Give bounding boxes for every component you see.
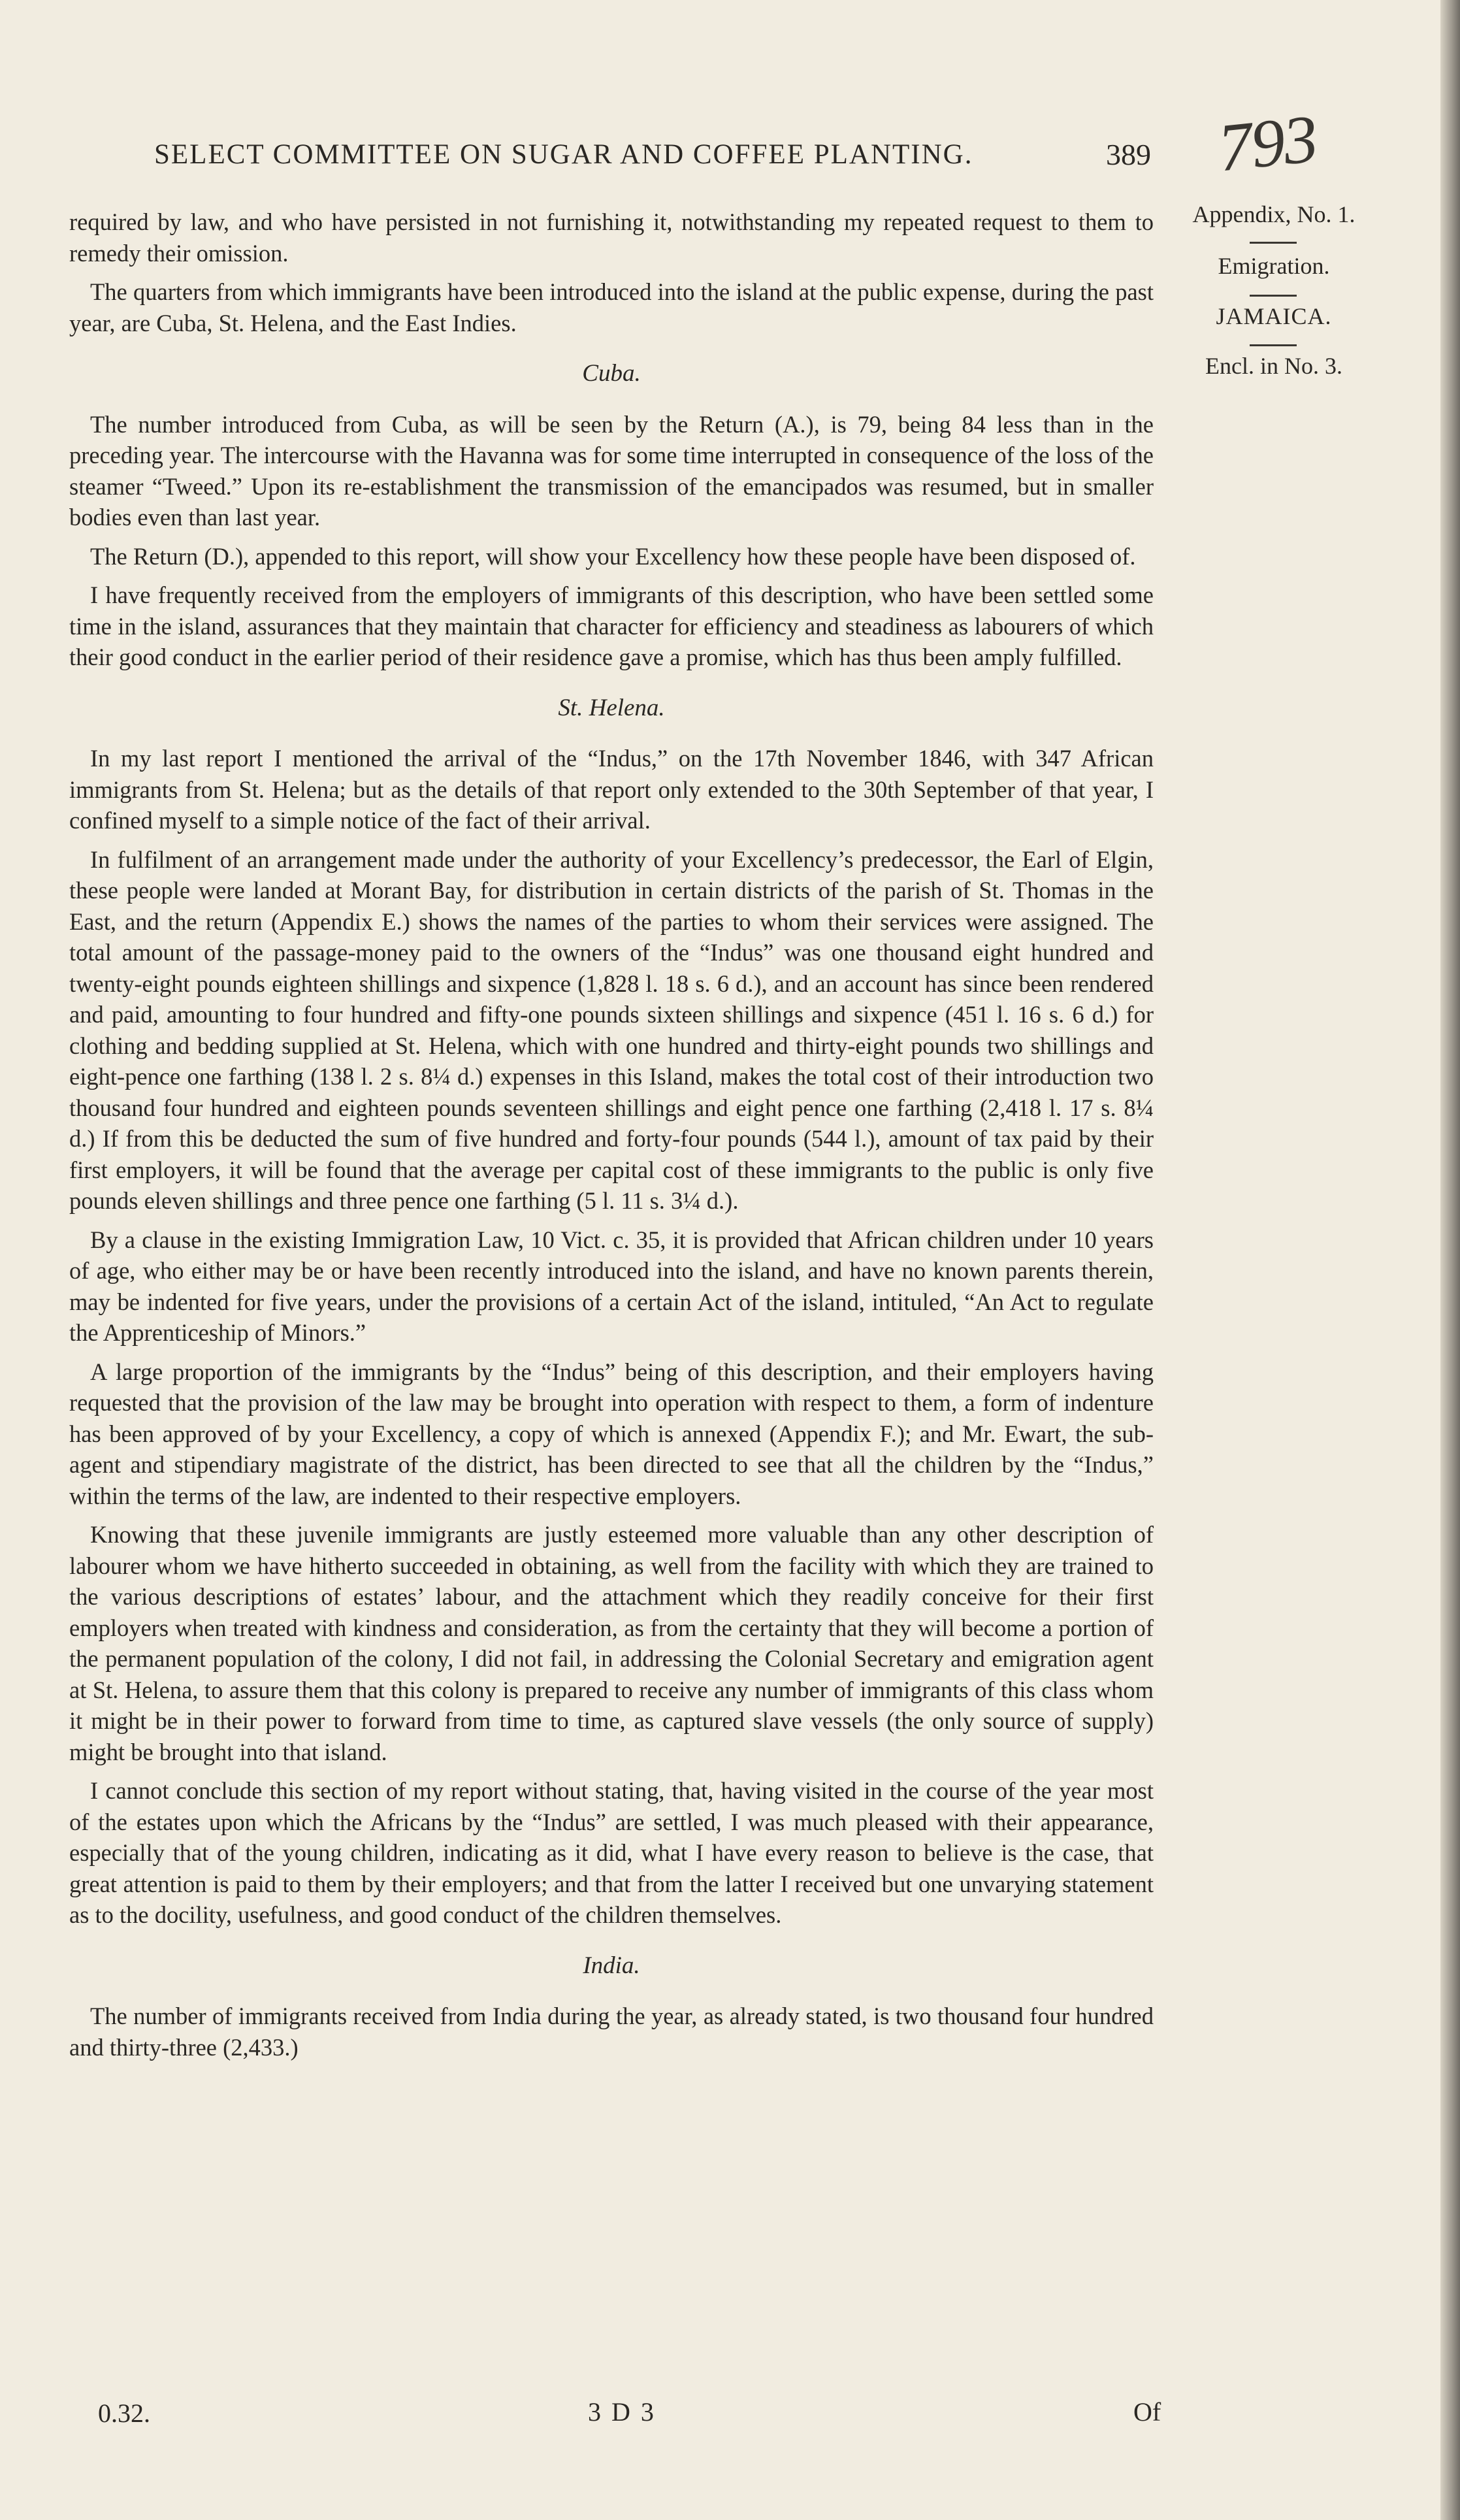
paragraph-juvenile-immigrants: Knowing that these juvenile immigrants are justly esteemed more valuable than any other description of labourer whom we have hitherto succeeded in obtaining, as well from the facility with which they are trained to the various descriptions of estates’ labour, and the attachment which they readily conceive for their first employers when treated with kindness and consideration, as from the certainty that they will become a portion of the permanent population of the colony, I did not fail, in addressing the Colonial Secretary and emigration agent at St. Helena, to assure them that this colony is prepared to receive any number of immigrants of this class whom it might be in their power to forward from time to time, as captured slave vessels (the only source of supply) might be brought into that island. <box>69 1521 1154 1765</box>
margin-enclosure-note: Encl. in No. 3. <box>1205 353 1342 379</box>
paragraph-indus-arrival: In my last report I mentioned the arrival of the “Indus,” on the 17th November 1846, with 347 African immigrants from St. Helena; but as the details of that report only extended to the 30th September of that year, I confined myself to a simple notice of the fact of their arrival. <box>69 745 1154 834</box>
section-heading-india: India. <box>583 1952 640 1979</box>
paragraph-indenture: A large proportion of the immigrants by the “Indus” being of this description, and their employers having requested that the provision of the law may be brought into operation with respect to them, a form of indenture has been approved of by your Excellency, a copy of which is annexed (Appendix F.); and Mr. Ewart, the sub-agent and stipendiary magistrate of the district, has been directed to see that all the children by the “Indus,” within the terms of the law, are indented to their respective employers. <box>69 1358 1154 1509</box>
book-spine-edge <box>1440 0 1460 2520</box>
paragraph-fulfilment: In fulfilment of an arrangement made under the authority of your Excellency’s predecessor, the Earl of Elgin, these people were landed at Morant Bay, for distribution in certain districts of the parish of St. Thomas in the East, and the return (Appendix E.) shows the names of the parties to whom their services were assigned. The total amount of the passage-money paid to the owners of the “Indus” was one thousand eight hundred and twenty-eight pounds eighteen shillings and sixpence (1,828 l. 18 s. 6 d.), and an account has since been rendered and paid, amounting to four hundred and fifty-one pounds sixteen shillings and sixpence (451 l. 16 s. 6 d.) for clothing and bedding supplied at St. Helena, which with one hundred and thirty-eight pounds two shillings and eight-pence one farthing (138 l. 2 s. 8¼ d.) expenses in this Island, makes the total cost of their introduction two thousand four hundred and eighteen pounds seventeen shillings and eight pence one farthing (2,418 l. 17 s. 8¼ d.) If from this be deducted the sum of five hundred and forty-four pounds (544 l.), amount of tax paid by their first employers, it will be found that the average per capital cost of these immigrants to the public is only five pounds eleven shillings and three pence one farthing (5 l. 11 s. 3¼ d.). <box>69 845 1154 1214</box>
paragraph-india-number: The number of immigrants received from India during the year, as already stated, is two thousand four hundred and thirty-three (2,433.) <box>69 2003 1154 2061</box>
margin-rule <box>1250 344 1297 346</box>
paragraph-immigration-law: By a clause in the existing Immigration Law, 10 Vict. c. 35, it is provided that African children under 10 years of age, who either may be or have been recently introduced into the island, and have no known parents therein, may be indented for five years, under the provisions of a certain Act of the island, intituled, “An Act to regulate the Apprenticeship of Minors.” <box>69 1226 1154 1346</box>
margin-appendix-note: Appendix, No. 1. <box>1192 201 1355 227</box>
paragraph-continuation: required by law, and who have persisted in not furnishing it, notwithstanding my repeated request to them to remedy their omission. <box>69 208 1154 267</box>
paragraph-quarters: The quarters from which immigrants have been introduced into the island at the public expense, during the past year, are Cuba, St. Helena, and the East Indies. <box>69 278 1154 336</box>
catchword: Of <box>1133 2397 1161 2427</box>
margin-rule <box>1250 242 1297 244</box>
margin-emigration-note: Emigration. <box>1218 253 1330 279</box>
paragraph-cuba-number: The number introduced from Cuba, as will be seen by the Return (A.), is 79, being 84 less than in the preceding year. The intercourse with the Havanna was for some time interrupted in consequence of the loss of the steamer “Tweed.” Upon its re-establishment the transmission of the emancipados was resumed, but in smaller bodies even than last year. <box>69 410 1154 531</box>
section-heading-cuba: Cuba. <box>582 360 641 387</box>
footer-reference: 0.32. <box>98 2398 150 2428</box>
margin-rule <box>1250 295 1297 297</box>
paragraph-employers: I have frequently received from the employers of immigrants of this description, who have been settled some time in the island, assurances that they maintain that character for efficiency and steadiness as labourers of which their good conduct in the earlier period of their residence gave a promise, which has thus been amply fulfilled. <box>69 581 1154 670</box>
page-number: 389 <box>1106 138 1151 171</box>
running-head: SELECT COMMITTEE ON SUGAR AND COFFEE PLANTING. <box>154 139 973 170</box>
margin-colony-note: JAMAICA. <box>1216 303 1332 329</box>
section-heading-st-helena: St. Helena. <box>558 694 665 721</box>
paragraph-conclusion: I cannot conclude this section of my report without stating, that, having visited in the course of the year most of the estates upon which the Africans by the “Indus” are settled, I was much pleased with their appearance, especially that of the young children, indicating as it did, what I have every reason to believe is the case, that great attention is paid to them by their employers; and that from the latter I received but one unvarying statement as to the docility, usefulness, and good conduct of the children themselves. <box>69 1777 1154 1928</box>
body-text <box>69 206 1154 2070</box>
paragraph-return-d: The Return (D.), appended to this report, will show your Excellency how these people have been disposed of. <box>90 542 1136 570</box>
handwritten-folio-number: 793 <box>1214 101 1320 186</box>
signature-mark: 3 D 3 <box>588 2397 656 2427</box>
